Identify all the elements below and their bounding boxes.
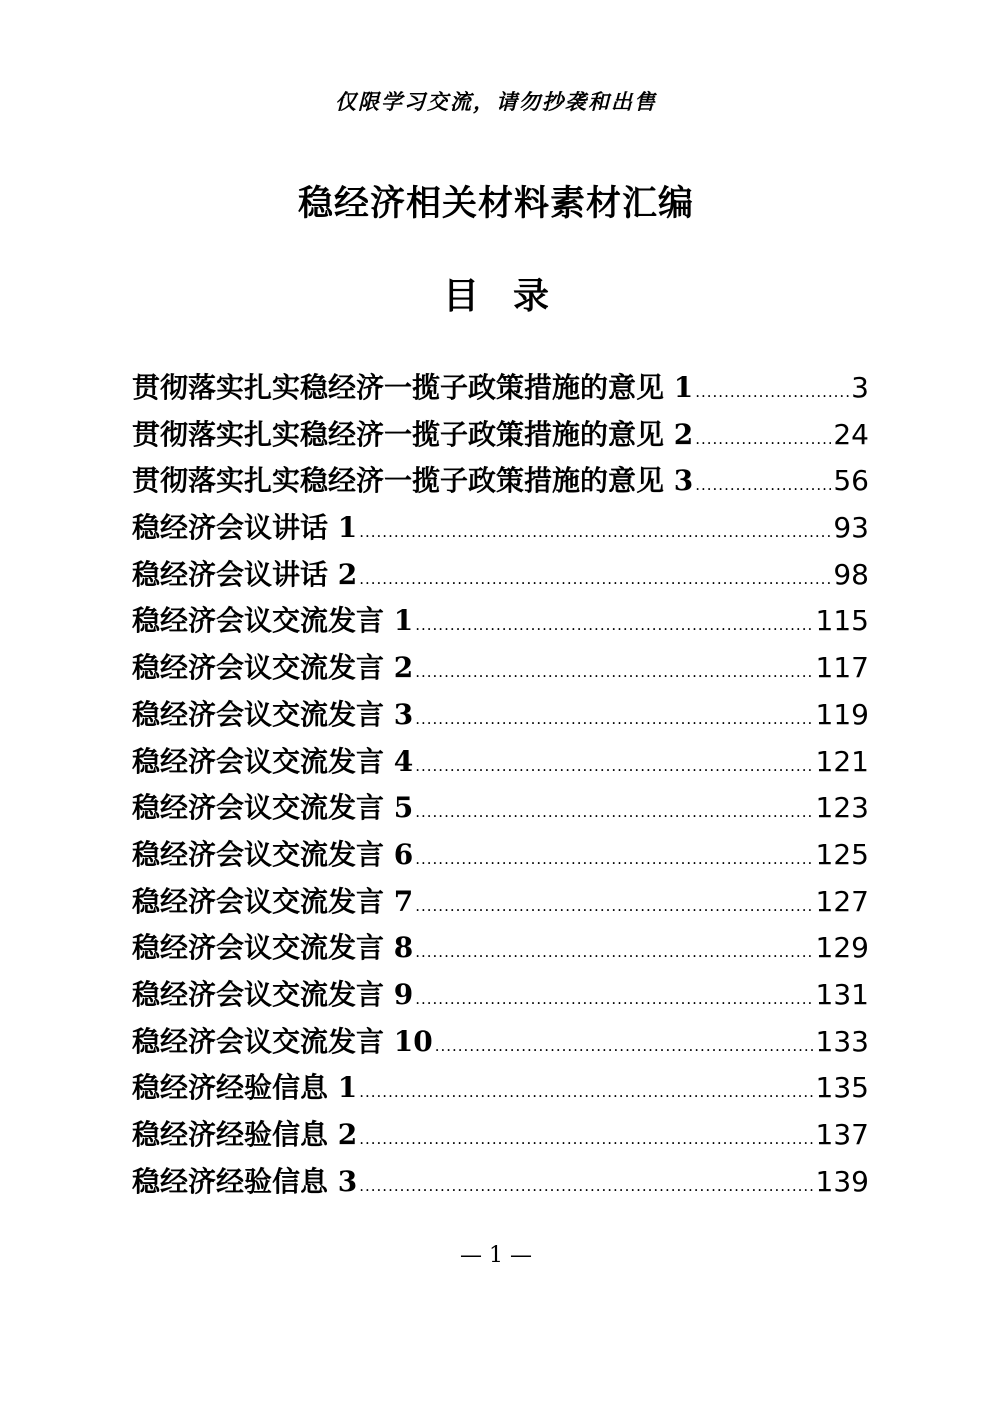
toc-entry-title: 贯彻落实扎实稳经济一揽子政策措施的意见 2	[132, 417, 694, 451]
toc-entry-page: 3	[851, 371, 869, 404]
toc-entry-title: 稳经济会议讲话 2	[132, 557, 358, 591]
toc-entry-title: 稳经济会议交流发言 10	[132, 1024, 433, 1058]
toc-entry[interactable]	[132, 506, 869, 553]
toc-entry-page: 56	[833, 464, 869, 498]
toc-entry-title: 稳经济会议交流发言 8	[132, 931, 414, 965]
toc-entry[interactable]	[132, 693, 869, 740]
toc-entry[interactable]	[132, 1160, 869, 1207]
page-number-footer: — 1 —	[460, 1243, 532, 1268]
toc-entry-page: 24	[833, 417, 869, 451]
toc-entry[interactable]	[132, 459, 869, 506]
toc-entry[interactable]	[132, 1066, 869, 1113]
toc-leader-dots	[415, 712, 813, 727]
header-note: 仅限学习交流，请勿抄袭和出售	[335, 89, 657, 114]
toc-entry-page: 127	[815, 884, 869, 918]
toc-entry-page: 133	[815, 1024, 869, 1058]
toc-entry-title: 稳经济经验信息 1	[132, 1071, 358, 1105]
toc-heading-left: 目	[442, 275, 479, 317]
toc-heading	[0, 268, 992, 319]
toc-entry-page: 93	[833, 511, 869, 545]
toc-entry-page: 98	[833, 557, 869, 591]
toc-entry[interactable]	[132, 973, 869, 1020]
toc-entry-page: 139	[815, 1164, 869, 1198]
toc-entry-title: 稳经济经验信息 3	[132, 1164, 358, 1198]
toc-leader-dots	[415, 992, 813, 1007]
toc-entry[interactable]	[132, 646, 869, 693]
toc-entry[interactable]	[132, 880, 869, 927]
toc-entry-page: 121	[815, 744, 869, 778]
toc-entry-title: 贯彻落实扎实稳经济一揽子政策措施的意见 3	[132, 464, 694, 498]
toc-entry-title: 稳经济会议交流发言 3	[132, 697, 414, 731]
toc-entry-page: 131	[815, 977, 869, 1011]
toc-entry[interactable]	[132, 740, 869, 787]
toc-leader-dots	[695, 385, 849, 400]
toc-entry[interactable]	[132, 413, 869, 460]
toc-entry-title: 稳经济会议交流发言 7	[132, 884, 414, 918]
toc-entry-page: 137	[815, 1118, 869, 1151]
toc-entry-page: 135	[815, 1071, 869, 1105]
toc-leader-dots	[415, 852, 813, 867]
document-title: 稳经济相关材料素材汇编	[297, 183, 694, 224]
toc-leader-dots	[415, 618, 813, 633]
toc-leader-dots	[695, 478, 831, 493]
toc-entry[interactable]	[132, 1113, 869, 1160]
toc-entry-page: 115	[815, 604, 869, 638]
toc-leader-dots	[359, 1179, 813, 1194]
toc-list	[132, 366, 869, 1206]
toc-entry[interactable]	[132, 833, 869, 880]
toc-leader-dots	[415, 945, 813, 960]
toc-entry-page: 123	[815, 791, 869, 825]
toc-entry-page: 125	[815, 837, 869, 871]
toc-entry-title: 稳经济会议交流发言 9	[132, 977, 414, 1011]
toc-leader-dots	[695, 432, 831, 447]
toc-entry-title: 稳经济会议交流发言 2	[132, 651, 414, 685]
toc-leader-dots	[415, 759, 813, 774]
toc-entry[interactable]	[132, 366, 869, 413]
toc-entry-title: 稳经济经验信息 2	[132, 1118, 358, 1151]
toc-leader-dots	[435, 1039, 814, 1054]
toc-heading-right: 录	[513, 275, 550, 317]
toc-entry-title: 稳经济会议交流发言 1	[132, 604, 414, 638]
toc-entry[interactable]	[132, 553, 869, 600]
toc-leader-dots	[415, 899, 813, 914]
toc-entry-title: 稳经济会议交流发言 4	[132, 744, 414, 778]
toc-entry-page: 129	[815, 931, 869, 965]
toc-entry-title: 稳经济会议讲话 1	[132, 511, 358, 545]
toc-leader-dots	[359, 1085, 813, 1100]
toc-leader-dots	[415, 805, 813, 820]
toc-leader-dots	[415, 665, 813, 680]
toc-entry-title: 稳经济会议交流发言 5	[132, 791, 414, 825]
toc-entry-page: 119	[815, 697, 869, 731]
toc-entry[interactable]	[132, 926, 869, 973]
toc-entry[interactable]	[132, 786, 869, 833]
toc-entry[interactable]	[132, 599, 869, 646]
toc-entry-title: 稳经济会议交流发言 6	[132, 837, 414, 871]
toc-entry[interactable]	[132, 1020, 869, 1067]
toc-leader-dots	[359, 525, 831, 540]
toc-leader-dots	[359, 1132, 813, 1147]
toc-entry-page: 117	[815, 651, 869, 685]
toc-leader-dots	[359, 572, 831, 587]
toc-entry-title: 贯彻落实扎实稳经济一揽子政策措施的意见 1	[132, 371, 694, 404]
